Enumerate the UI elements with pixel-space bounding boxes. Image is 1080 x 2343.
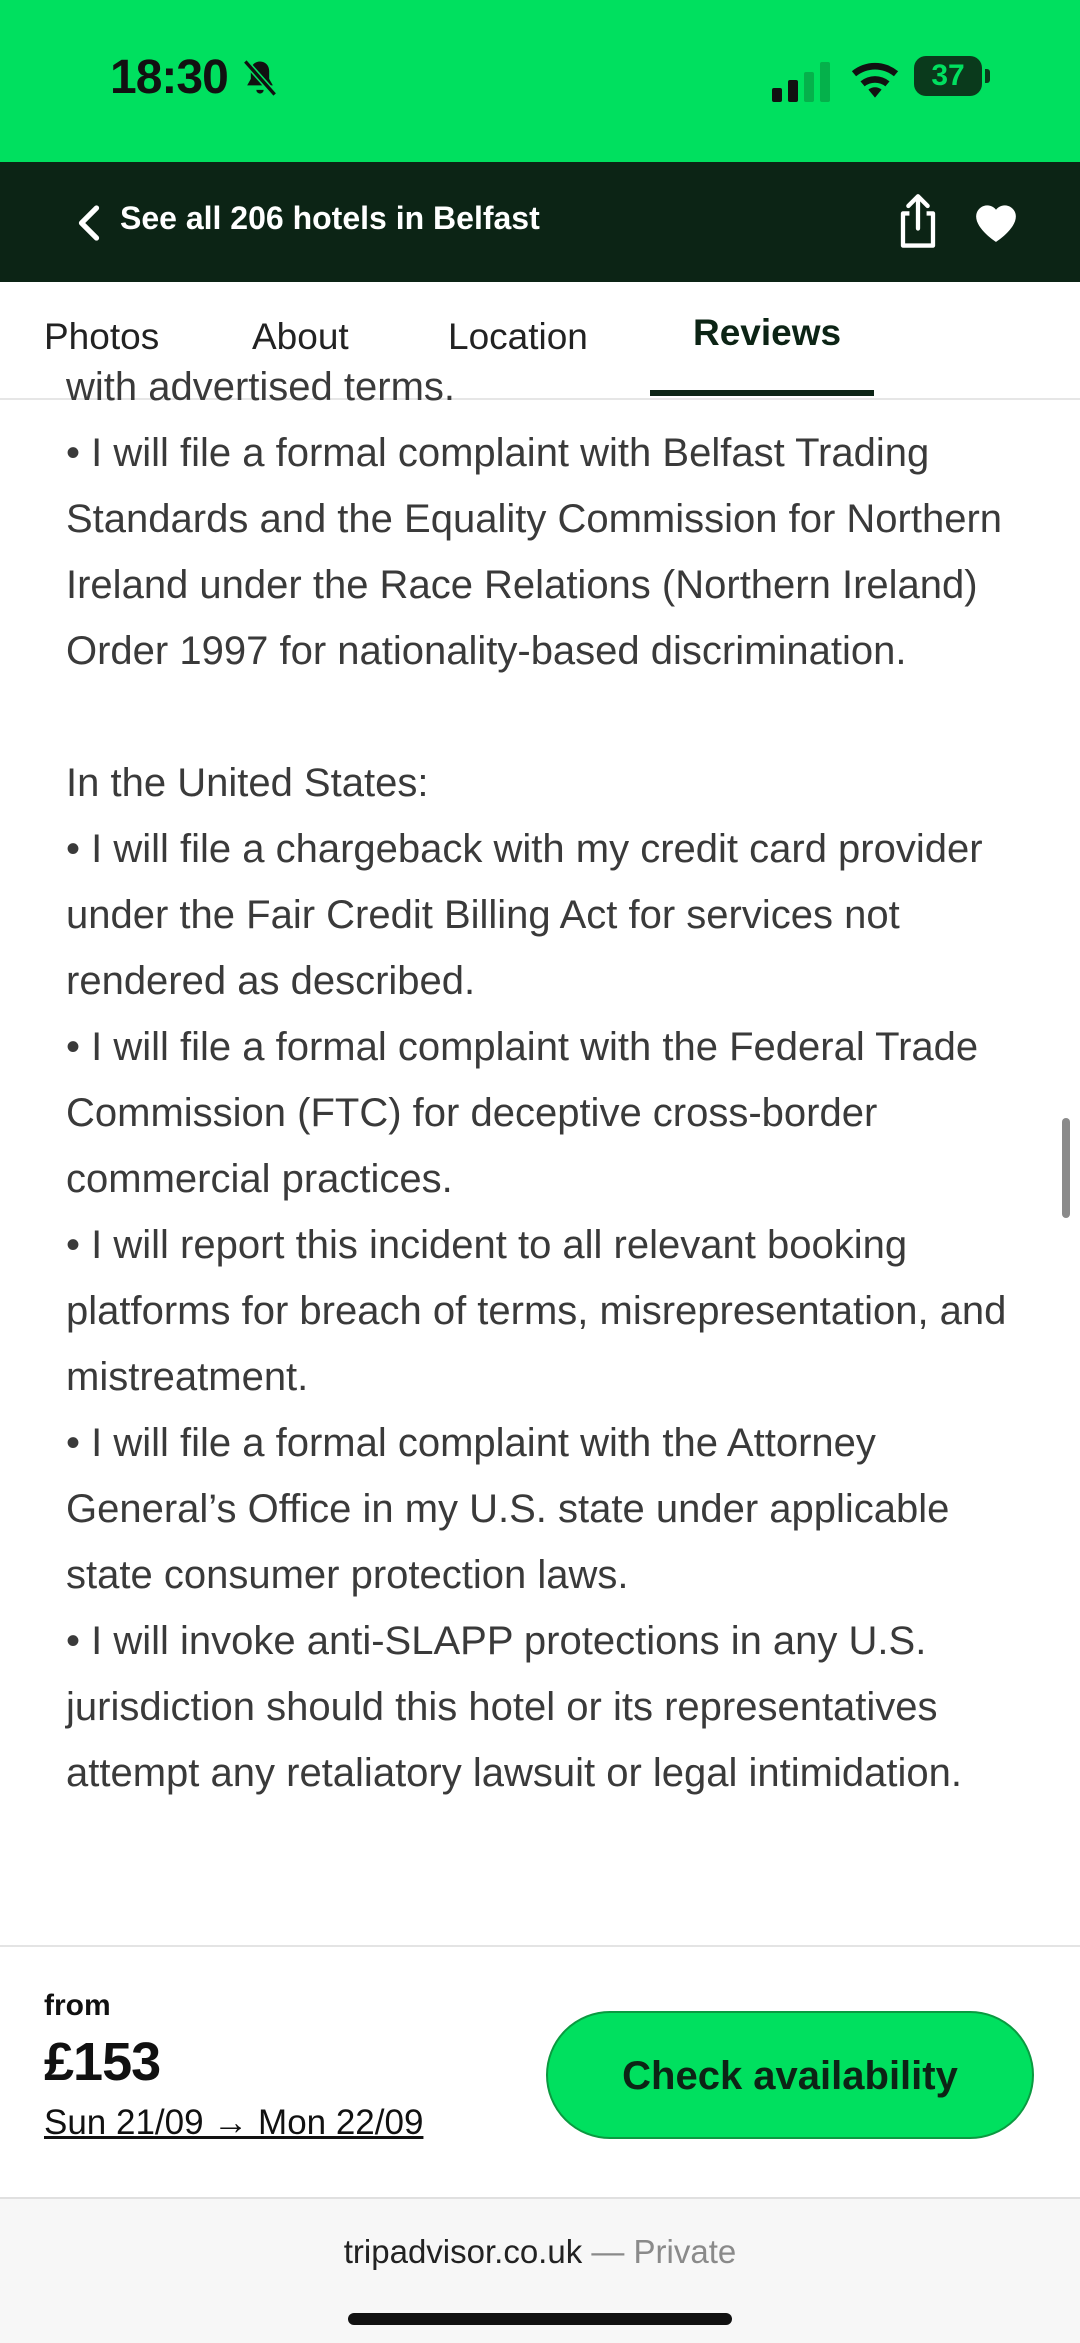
stay-dates-link[interactable]: Sun 21/09 → Mon 22/09: [44, 2103, 424, 2142]
url-line: [0, 2233, 1080, 2271]
share-icon[interactable]: [892, 192, 944, 252]
private-label: — Private: [591, 2233, 737, 2270]
battery-icon: 37: [914, 56, 982, 96]
back-to-hotels-link[interactable]: See all 206 hotels in Belfast: [120, 200, 540, 236]
review-bullet: • I will file a chargeback with my credit card provider under the Fair Credit Billing Act for services not rendered as described.: [66, 827, 983, 1003]
review-bullet: • I will report this incident to all relevant booking platforms for breach of terms, misrepresentation, and mistreatment.: [66, 1223, 1007, 1399]
tab-location[interactable]: Location: [448, 316, 588, 357]
tab-about[interactable]: About: [252, 316, 349, 357]
review-bullet: • I will file a formal complaint with the Federal Trade Commission (FTC) for deceptive cross-border commercial practices.: [66, 1025, 979, 1201]
signal-icon: [772, 62, 832, 102]
price-from-label: from: [44, 1989, 111, 2022]
tab-photos[interactable]: Photos: [44, 316, 160, 357]
status-time: 18:30: [110, 51, 228, 104]
review-section-heading: In the United States:: [66, 761, 429, 805]
check-availability-button[interactable]: Check availability: [546, 2011, 1034, 2139]
scrollbar-thumb[interactable]: [1062, 1118, 1070, 1218]
review-partial-line: with advertised terms.: [66, 365, 456, 409]
url-domain: tripadvisor.co.uk: [343, 2233, 583, 2270]
price-value: £153: [44, 2032, 161, 2092]
home-indicator[interactable]: [348, 2313, 732, 2325]
tab-reviews[interactable]: Reviews: [693, 312, 842, 353]
review-text-viewport[interactable]: [0, 365, 1080, 1945]
browser-address-bar[interactable]: [0, 2197, 1080, 2343]
review-bullet: • I will invoke anti-SLAPP protections in any U.S. jurisdiction should this hotel or its representatives attempt any retaliatory lawsuit or legal intimidation.: [66, 1619, 962, 1795]
chevron-left-icon[interactable]: [74, 204, 104, 242]
status-bar: [0, 0, 1080, 162]
hotel-header: [0, 162, 1080, 282]
bell-slash-icon: [238, 56, 282, 100]
booking-bar: [0, 1945, 1080, 2199]
review-bullet: • I will file a formal complaint with the Attorney General’s Office in my U.S. state under applicable state consumer protection laws.: [66, 1421, 950, 1597]
review-bullet-ni: • I will file a formal complaint with Belfast Trading Standards and the Equality Commission for Northern Ireland under the Race Relations (Northern Ireland) Order 1997 for nationality-based discrimination.: [66, 431, 1003, 673]
paragraph-gap: [66, 684, 1026, 750]
heart-icon[interactable]: [970, 198, 1022, 244]
review-body: [66, 354, 1026, 1806]
wifi-icon: [848, 58, 902, 102]
